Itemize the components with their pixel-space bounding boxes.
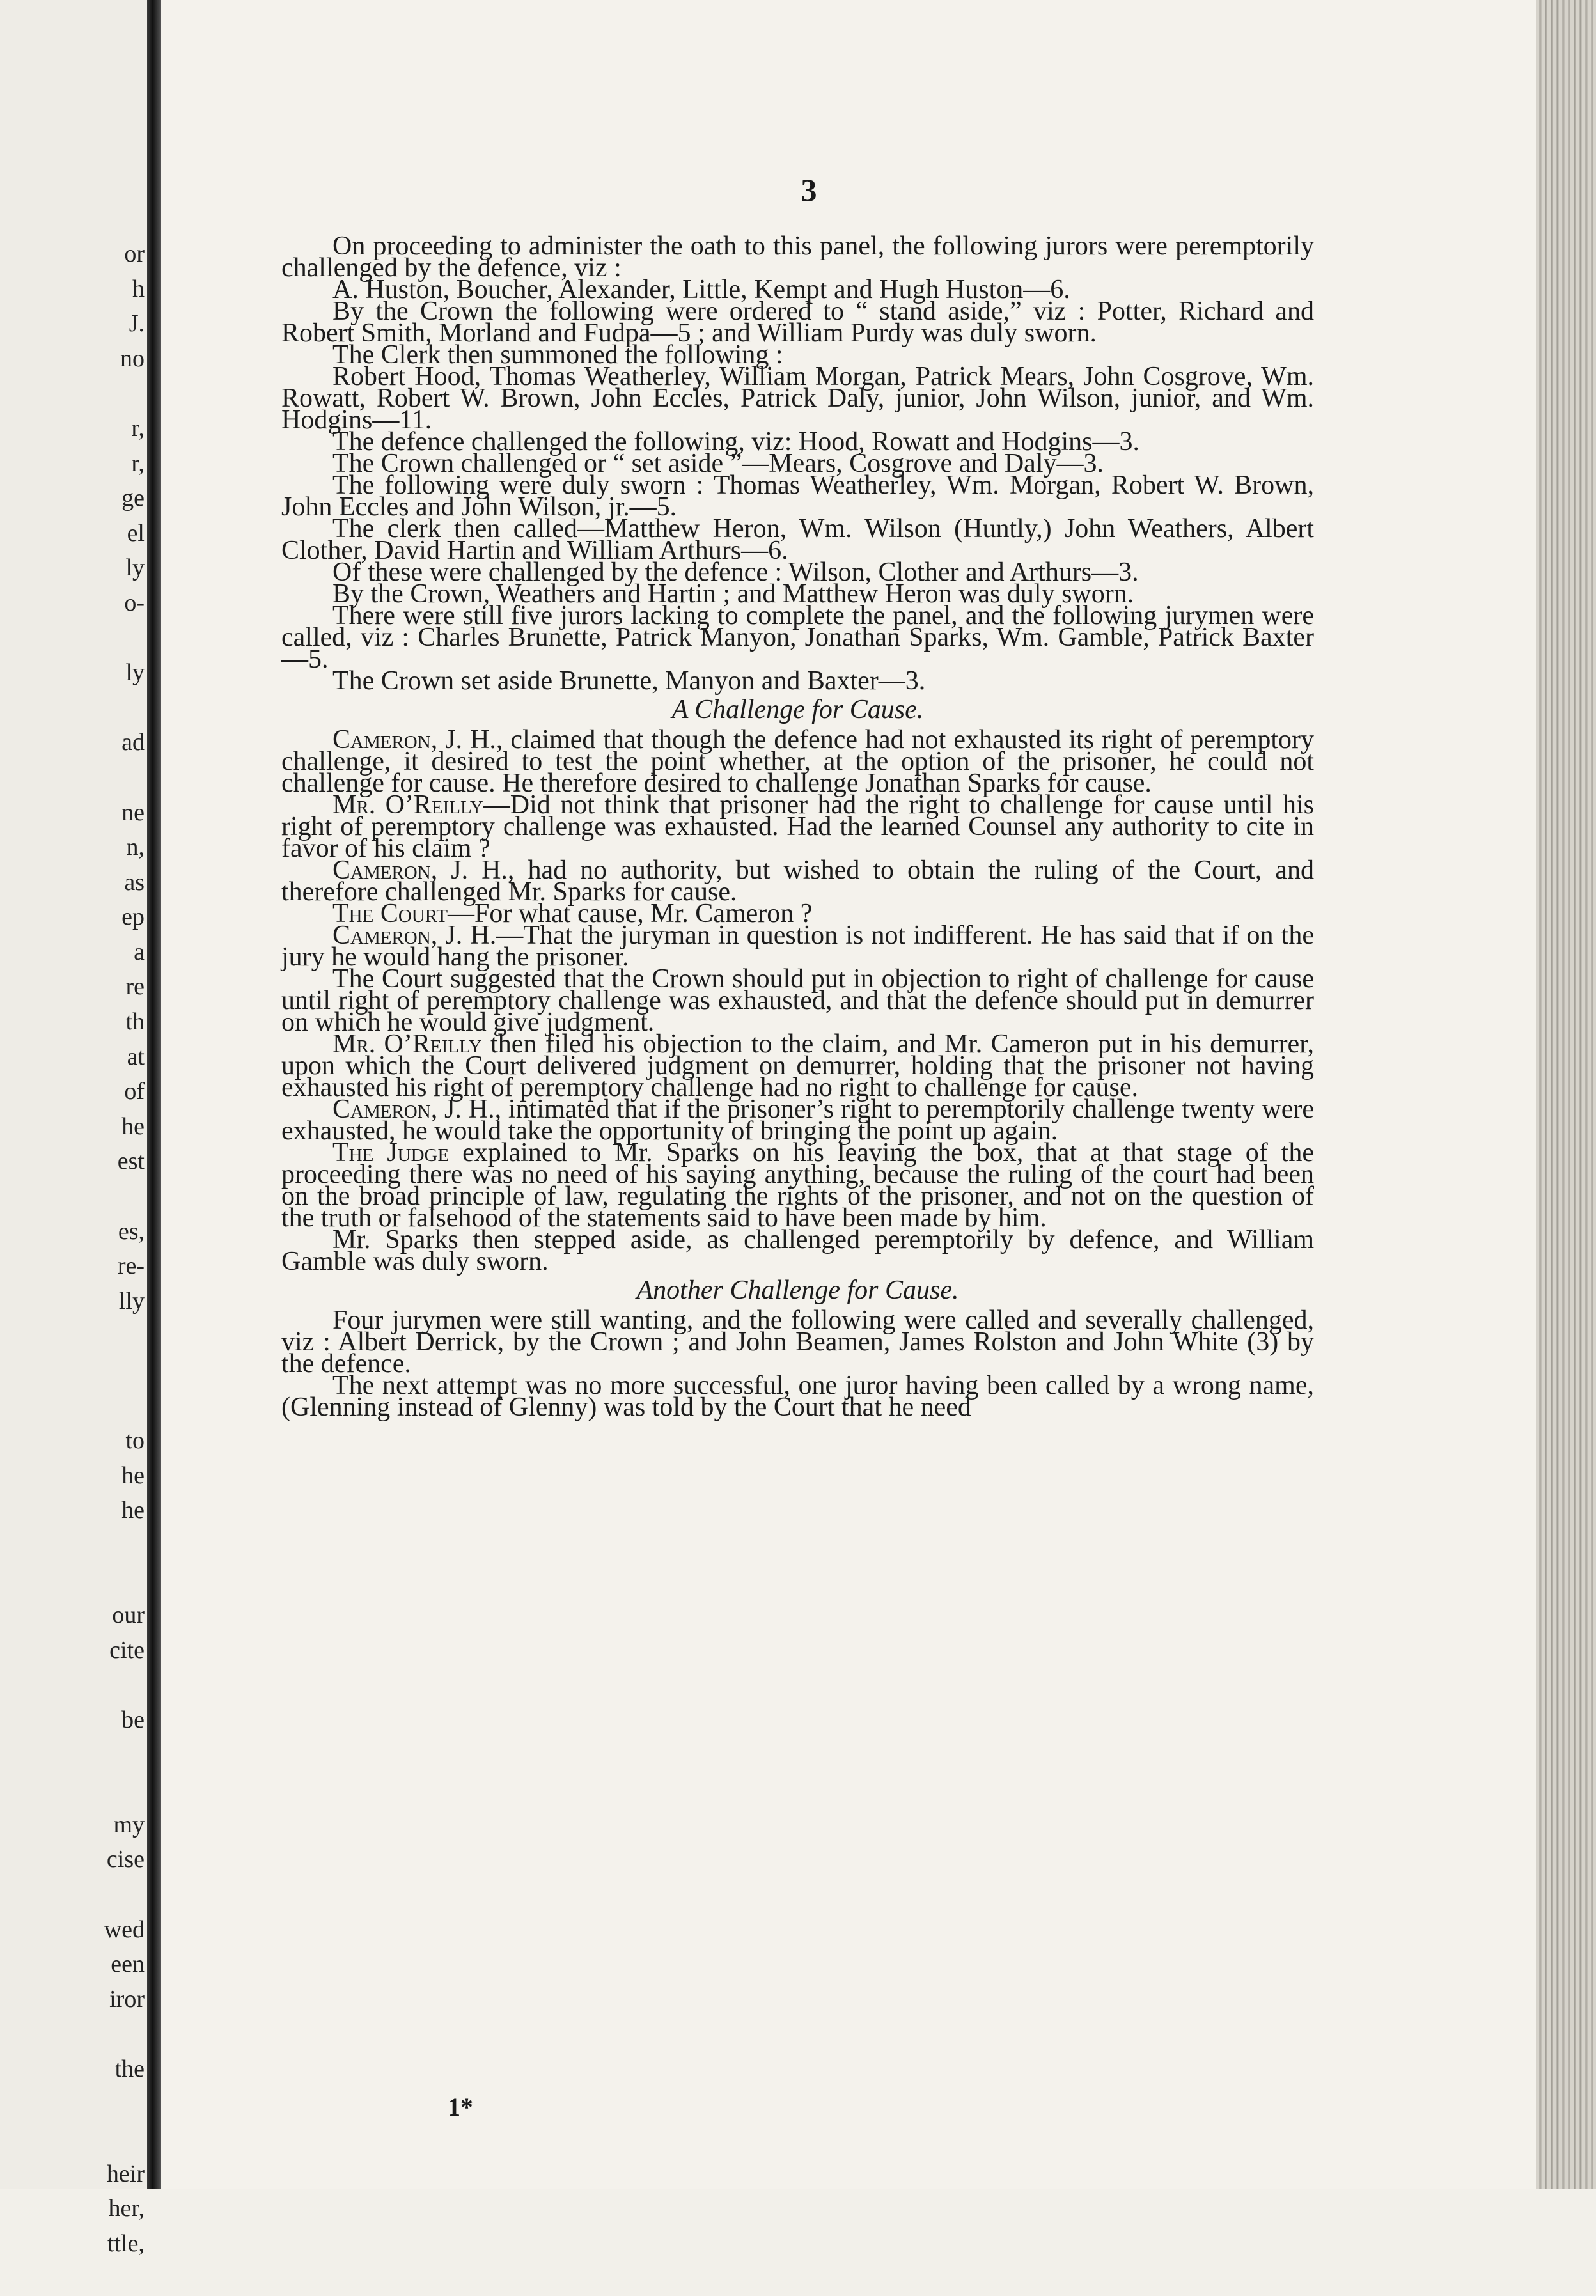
fragment-line: o- xyxy=(124,589,145,616)
book-gutter xyxy=(147,0,161,2189)
fragment-line xyxy=(104,2086,145,2121)
paragraph: Robert Hood, Thomas Weatherley, William Morgan, Patrick Mears, John Cosgrove, Wm. Rowatt, Robert W. Brown, John Eccles, Patrick Daly, junior, John Wilson, junior, and Wm. Hodgins—11. xyxy=(281,362,1314,435)
left-page-fragment xyxy=(0,0,148,2257)
fragment-line: cite xyxy=(109,1636,145,1664)
fragment-line xyxy=(104,1667,145,1703)
fragment-line: J. xyxy=(129,310,145,338)
paragraph: Of these were challenged by the defence : Wilson, Clother and Arthurs—3. xyxy=(332,558,1139,587)
fragment-line xyxy=(104,1389,145,1424)
fragment-line: her, xyxy=(108,2195,145,2222)
paragraph xyxy=(281,1138,1314,1233)
fragment-line xyxy=(104,1528,145,1563)
speaker: Cameron xyxy=(332,1095,431,1124)
paragraph: A. Huston, Boucher, Alexander, Little, Kempt and Hugh Huston—6. xyxy=(332,275,1070,304)
speaker: Mr. O’Reilly xyxy=(332,790,483,820)
page-edges xyxy=(1536,0,1596,2189)
speaker: Mr. O’Reilly xyxy=(332,1029,482,1059)
fragment-line xyxy=(104,1354,145,1389)
speaker: The Court xyxy=(332,899,448,928)
fragment-line: a xyxy=(134,938,145,965)
speaker: The Judge xyxy=(332,1138,450,1168)
fragment-line: or xyxy=(124,240,145,267)
fragment-line: he xyxy=(121,1113,145,1140)
fragment-line: wed xyxy=(104,1916,145,1943)
paragraph: On proceeding to administer the oath to this panel, the following jurors were peremptorily challenged by the defence, viz : xyxy=(281,231,1314,283)
fragment-line xyxy=(104,691,145,726)
paragraph xyxy=(281,725,1314,798)
fragment-line: r, xyxy=(131,414,145,442)
paragraph-text: explained to Mr. Sparks on his leaving the box, that at that stage of the proceeding there was no need of his saying anything, because the ruling of the court had been on the broad principle of law, regulating the rights of the prisoner, and not on the question of the truth or falsehood of the statements said to have been made by him. xyxy=(281,1138,1314,1233)
fragment-line: ly xyxy=(125,659,145,687)
fragment-line: be xyxy=(121,1706,145,1733)
fragment-line: he xyxy=(121,1462,145,1489)
paragraph: There were still five jurors lacking to complete the panel, and the following jurymen were called, viz : Charles Brunette, Patrick Manyon, Jonathan Sparks, Wm. Gamble, Patrick Baxter—5. xyxy=(281,601,1314,674)
paragraph xyxy=(281,964,1314,1037)
paragraph xyxy=(281,1095,1314,1146)
fragment-line xyxy=(104,760,145,795)
fragment-line xyxy=(104,2017,145,2052)
paragraph: By the Crown, Weathers and Hartin ; and Matthew Heron was duly sworn. xyxy=(332,579,1134,609)
paragraph: The Clerk then summoned the following : xyxy=(332,340,783,370)
paragraph-text: —For what cause, Mr. Cameron ? xyxy=(448,899,813,928)
fragment-line: re- xyxy=(117,1253,145,1280)
fragment-line: th xyxy=(125,1008,145,1036)
paragraph xyxy=(281,1225,1314,1276)
left-page-fragment-text xyxy=(104,237,145,2296)
fragment-line: heir xyxy=(106,2160,145,2187)
fragment-line: to xyxy=(125,1427,145,1455)
fragment-line: the xyxy=(114,2055,145,2082)
fragment-line: re xyxy=(125,973,145,1001)
body-text xyxy=(281,231,1314,1422)
fragment-line: my xyxy=(113,1811,145,1838)
fragment-line: h xyxy=(132,275,145,302)
paragraph-text: then filed his objection to the claim, and Mr. Cameron put in his demurrer, upon which the Court delivered judgment on demurrer, holding that the prisoner not having exhausted his right of peremptory challenge had no right to challenge for cause. xyxy=(281,1029,1314,1102)
fragment-line: ly xyxy=(125,554,145,582)
paragraph-text: Mr. Sparks then stepped aside, as challenged peremptorily by defence, and William Gamble was duly sworn. xyxy=(281,1225,1314,1276)
paragraph: Four jurymen were still wanting, and the following were called and severally challenged, viz : Albert Derrick, by the Crown ; and John Beamen, James Rolston and John White (3) by the defence. xyxy=(281,1306,1314,1378)
paragraph-text: , J. H., had no authority, but wished to obtain the ruling of the Court, and therefore challenged Mr. Sparks for cause. xyxy=(281,855,1314,907)
fragment-line: een xyxy=(111,1951,145,1978)
paragraph xyxy=(281,1029,1314,1102)
fragment-line: he xyxy=(121,1497,145,1524)
paragraph: The clerk then called—Matthew Heron, Wm. Wilson (Huntly,) John Weathers, Albert Clother, David Hartin and William Arthurs—6. xyxy=(281,514,1314,565)
fragment-line: our xyxy=(112,1602,145,1629)
paragraph-text: , J. H., intimated that if the prisoner’s right to peremptorily challenge twenty were exhausted, he would take the opportunity of bringing the point up again. xyxy=(281,1095,1314,1146)
page-number: 3 xyxy=(801,172,817,208)
fragment-line: ad xyxy=(121,729,145,756)
paragraph xyxy=(281,790,1314,863)
fragment-line xyxy=(104,1318,145,1354)
fragment-line: iror xyxy=(109,1985,145,2013)
fragment-line xyxy=(104,1563,145,1598)
paragraph: The Crown challenged or “ set aside ”—Mears, Cosgrove and Daly—3. xyxy=(332,449,1104,478)
paragraph: By the Crown the following were ordered to “ stand aside,” viz : Potter, Richard and Robert Smith, Morland and Fudpa—5 ; and William Purdy was duly sworn. xyxy=(281,297,1314,348)
fragment-line xyxy=(104,376,145,411)
fragment-line: n, xyxy=(126,834,145,861)
fragment-line: of xyxy=(124,1078,145,1105)
fragment-line: as xyxy=(124,868,145,896)
paragraph: The Crown set aside Brunette, Manyon and Baxter—3. xyxy=(332,666,926,696)
fragment-line xyxy=(104,1179,145,1214)
fragment-line xyxy=(104,621,145,656)
paragraph: The following were duly sworn : Thomas Weatherley, Wm. Morgan, Robert W. Brown, John Eccles and John Wilson, jr.—5. xyxy=(281,471,1314,522)
fragment-line xyxy=(104,2261,145,2296)
speaker: Cameron xyxy=(332,921,431,950)
paragraph-text: The Court suggested that the Crown should put in objection to right of challenge for cause until right of peremptory challenge was exhausted, and that the defence should put in demurrer on which he would give judgment. xyxy=(281,964,1314,1037)
paragraph xyxy=(281,921,1314,972)
fragment-line: ttle, xyxy=(107,2230,145,2257)
fragment-line xyxy=(104,2121,145,2157)
paragraph-text: , J. H.—That the juryman in question is not indifferent. He has said that if on the jury he would hang the prisoner. xyxy=(281,921,1314,972)
paragraph xyxy=(281,855,1314,907)
fragment-line xyxy=(104,1772,145,1808)
section-heading: Another Challenge for Cause. xyxy=(636,1276,959,1305)
fragment-line: cise xyxy=(106,1846,145,1873)
fragment-line: r, xyxy=(131,449,145,477)
speaker: Cameron xyxy=(332,855,431,885)
paragraph-text: , J. H., claimed that though the defence had not exhausted its right of peremptory challenge, it desired to test the point whether, at the option of the prisoner, he could not challenge for cause. He therefore desired to challenge Jonathan Sparks for cause. xyxy=(281,725,1314,798)
fragment-line: ne xyxy=(121,799,145,826)
fragment-line: est xyxy=(117,1148,145,1175)
fragment-line: ge xyxy=(121,485,145,512)
fragment-line: at xyxy=(127,1043,145,1070)
section-heading: A Challenge for Cause. xyxy=(671,695,924,724)
fragment-line: es, xyxy=(118,1217,145,1245)
fragment-line xyxy=(104,1877,145,1912)
paragraph: The defence challenged the following, viz: Hood, Rowatt and Hodgins—3. xyxy=(332,427,1140,457)
fragment-line xyxy=(104,1738,145,1773)
fragment-line: lly xyxy=(118,1287,145,1315)
paragraph-text: —Did not think that prisoner had the right to challenge for cause until his right of peremptory challenge was exhausted. Had the learned Counsel any authority to cite in favor of his claim ? xyxy=(281,790,1314,863)
fragment-line: ep xyxy=(121,903,145,931)
speaker: Cameron xyxy=(332,725,431,754)
signature-mark: 1* xyxy=(448,2093,473,2121)
fragment-line: no xyxy=(120,345,145,372)
fragment-line: el xyxy=(127,519,145,547)
paragraph: The next attempt was no more successful, one juror having been called by a wrong name, (Glenning instead of Glenny) was told by the Court that he need xyxy=(281,1371,1314,1422)
